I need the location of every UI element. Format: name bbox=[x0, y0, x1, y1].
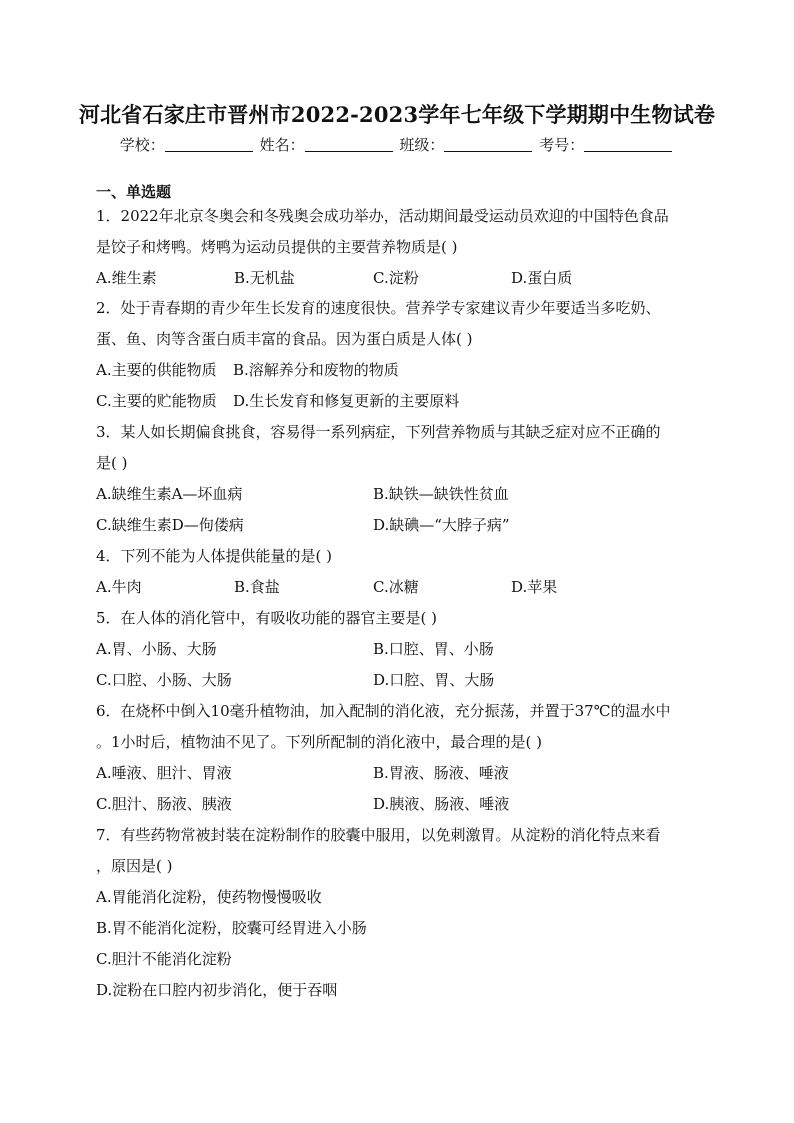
question-5-option-c[interactable]: C.口腔、小肠、大肠 bbox=[96, 671, 232, 689]
student-info-row bbox=[0, 134, 794, 155]
question-6-option-a[interactable]: A.唾液、胆汁、胃液 bbox=[96, 764, 232, 782]
question-1-line-1: 1．2022年北京冬奥会和冬残奥会成功举办，活动期间最受运动员欢迎的中国特色食品 bbox=[96, 207, 669, 225]
question-5-line-1: 5．在人体的消化管中，有吸收功能的器官主要是( ) bbox=[96, 609, 438, 627]
question-7-option-d[interactable]: D.淀粉在口腔内初步消化，便于吞咽 bbox=[96, 981, 338, 999]
question-2-option-d[interactable]: D.生长发育和修复更新的主要原料 bbox=[233, 392, 460, 410]
question-6-line-1: 6．在烧杯中倒入10毫升植物油，加入配制的消化液，充分振荡，并置于37℃的温水中 bbox=[96, 702, 671, 720]
question-5-option-d[interactable]: D.口腔、胃、大肠 bbox=[373, 671, 495, 689]
number-label: 考号： bbox=[539, 136, 585, 154]
question-1-option-c[interactable]: C.淀粉 bbox=[373, 269, 419, 287]
question-7-option-b[interactable]: B.胃不能消化淀粉，胶囊可经胃进入小肠 bbox=[96, 919, 367, 937]
question-4-option-b[interactable]: B.食盐 bbox=[234, 578, 280, 596]
class-field[interactable] bbox=[444, 137, 532, 152]
question-2-option-a[interactable]: A.主要的供能物质 bbox=[96, 361, 217, 379]
question-1-option-b[interactable]: B.无机盐 bbox=[234, 269, 295, 287]
question-3-option-d[interactable]: D.缺碘—“大脖子病” bbox=[373, 516, 510, 534]
school-field[interactable] bbox=[165, 137, 253, 152]
question-7-line-2: ，原因是( ) bbox=[96, 857, 173, 875]
number-field[interactable] bbox=[584, 137, 672, 152]
question-4-option-a[interactable]: A.牛肉 bbox=[96, 578, 142, 596]
question-2-option-c[interactable]: C.主要的贮能物质 bbox=[96, 392, 217, 410]
question-6-option-d[interactable]: D.胰液、肠液、唾液 bbox=[373, 795, 510, 813]
question-5-option-b[interactable]: B.口腔、胃、小肠 bbox=[373, 640, 494, 658]
question-7-option-a[interactable]: A.胃能消化淀粉，使药物慢慢吸收 bbox=[96, 888, 322, 906]
name-label: 姓名： bbox=[259, 136, 305, 154]
question-2-option-b[interactable]: B.溶解养分和废物的物质 bbox=[233, 361, 399, 379]
section-title: 一、单选题 bbox=[96, 183, 172, 201]
question-1-option-a[interactable]: A.维生素 bbox=[96, 269, 157, 287]
question-3-line-1: 3．某人如长期偏食挑食，容易得一系列病症，下列营养物质与其缺乏症对应不正确的 bbox=[96, 423, 661, 441]
class-label: 班级： bbox=[399, 136, 445, 154]
question-4-option-d[interactable]: D.苹果 bbox=[511, 578, 558, 596]
question-6-line-2: 。1小时后，植物油不见了。下列所配制的消化液中，最合理的是( ) bbox=[96, 733, 543, 751]
question-5-option-a[interactable]: A.胃、小肠、大肠 bbox=[96, 640, 217, 658]
question-2-line-2: 蛋、鱼、肉等含蛋白质丰富的食品。因为蛋白质是人体( ) bbox=[96, 330, 473, 348]
question-2-line-1: 2．处于青春期的青少年生长发育的速度很快。营养学专家建议青少年要适当多吃奶、 bbox=[96, 299, 661, 317]
question-7-line-1: 7．有些药物常被封装在淀粉制作的胶囊中服用，以免刺激胃。从淀粉的消化特点来看 bbox=[96, 826, 661, 844]
question-3-line-2: 是( ) bbox=[96, 454, 128, 472]
question-6-option-b[interactable]: B.胃液、肠液、唾液 bbox=[373, 764, 509, 782]
page-title: 河北省石家庄市晋州市2022-2023学年七年级下学期期中生物试卷 bbox=[78, 102, 716, 127]
question-6-option-c[interactable]: C.胆汁、肠液、胰液 bbox=[96, 795, 232, 813]
question-3-option-c[interactable]: C.缺维生素D—佝偻病 bbox=[96, 516, 244, 534]
school-label: 学校： bbox=[119, 136, 165, 154]
question-4-option-c[interactable]: C.冰糖 bbox=[373, 578, 419, 596]
question-3-option-b[interactable]: B.缺铁—缺铁性贫血 bbox=[373, 485, 509, 503]
question-1-line-2: 是饺子和烤鸭。烤鸭为运动员提供的主要营养物质是( ) bbox=[96, 238, 458, 256]
name-field[interactable] bbox=[305, 137, 393, 152]
question-1-option-d[interactable]: D.蛋白质 bbox=[511, 269, 573, 287]
question-3-option-a[interactable]: A.缺维生素A—坏血病 bbox=[96, 485, 243, 503]
question-4-line-1: 4．下列不能为人体提供能量的是( ) bbox=[96, 547, 333, 565]
question-7-option-c[interactable]: C.胆汁不能消化淀粉 bbox=[96, 950, 232, 968]
